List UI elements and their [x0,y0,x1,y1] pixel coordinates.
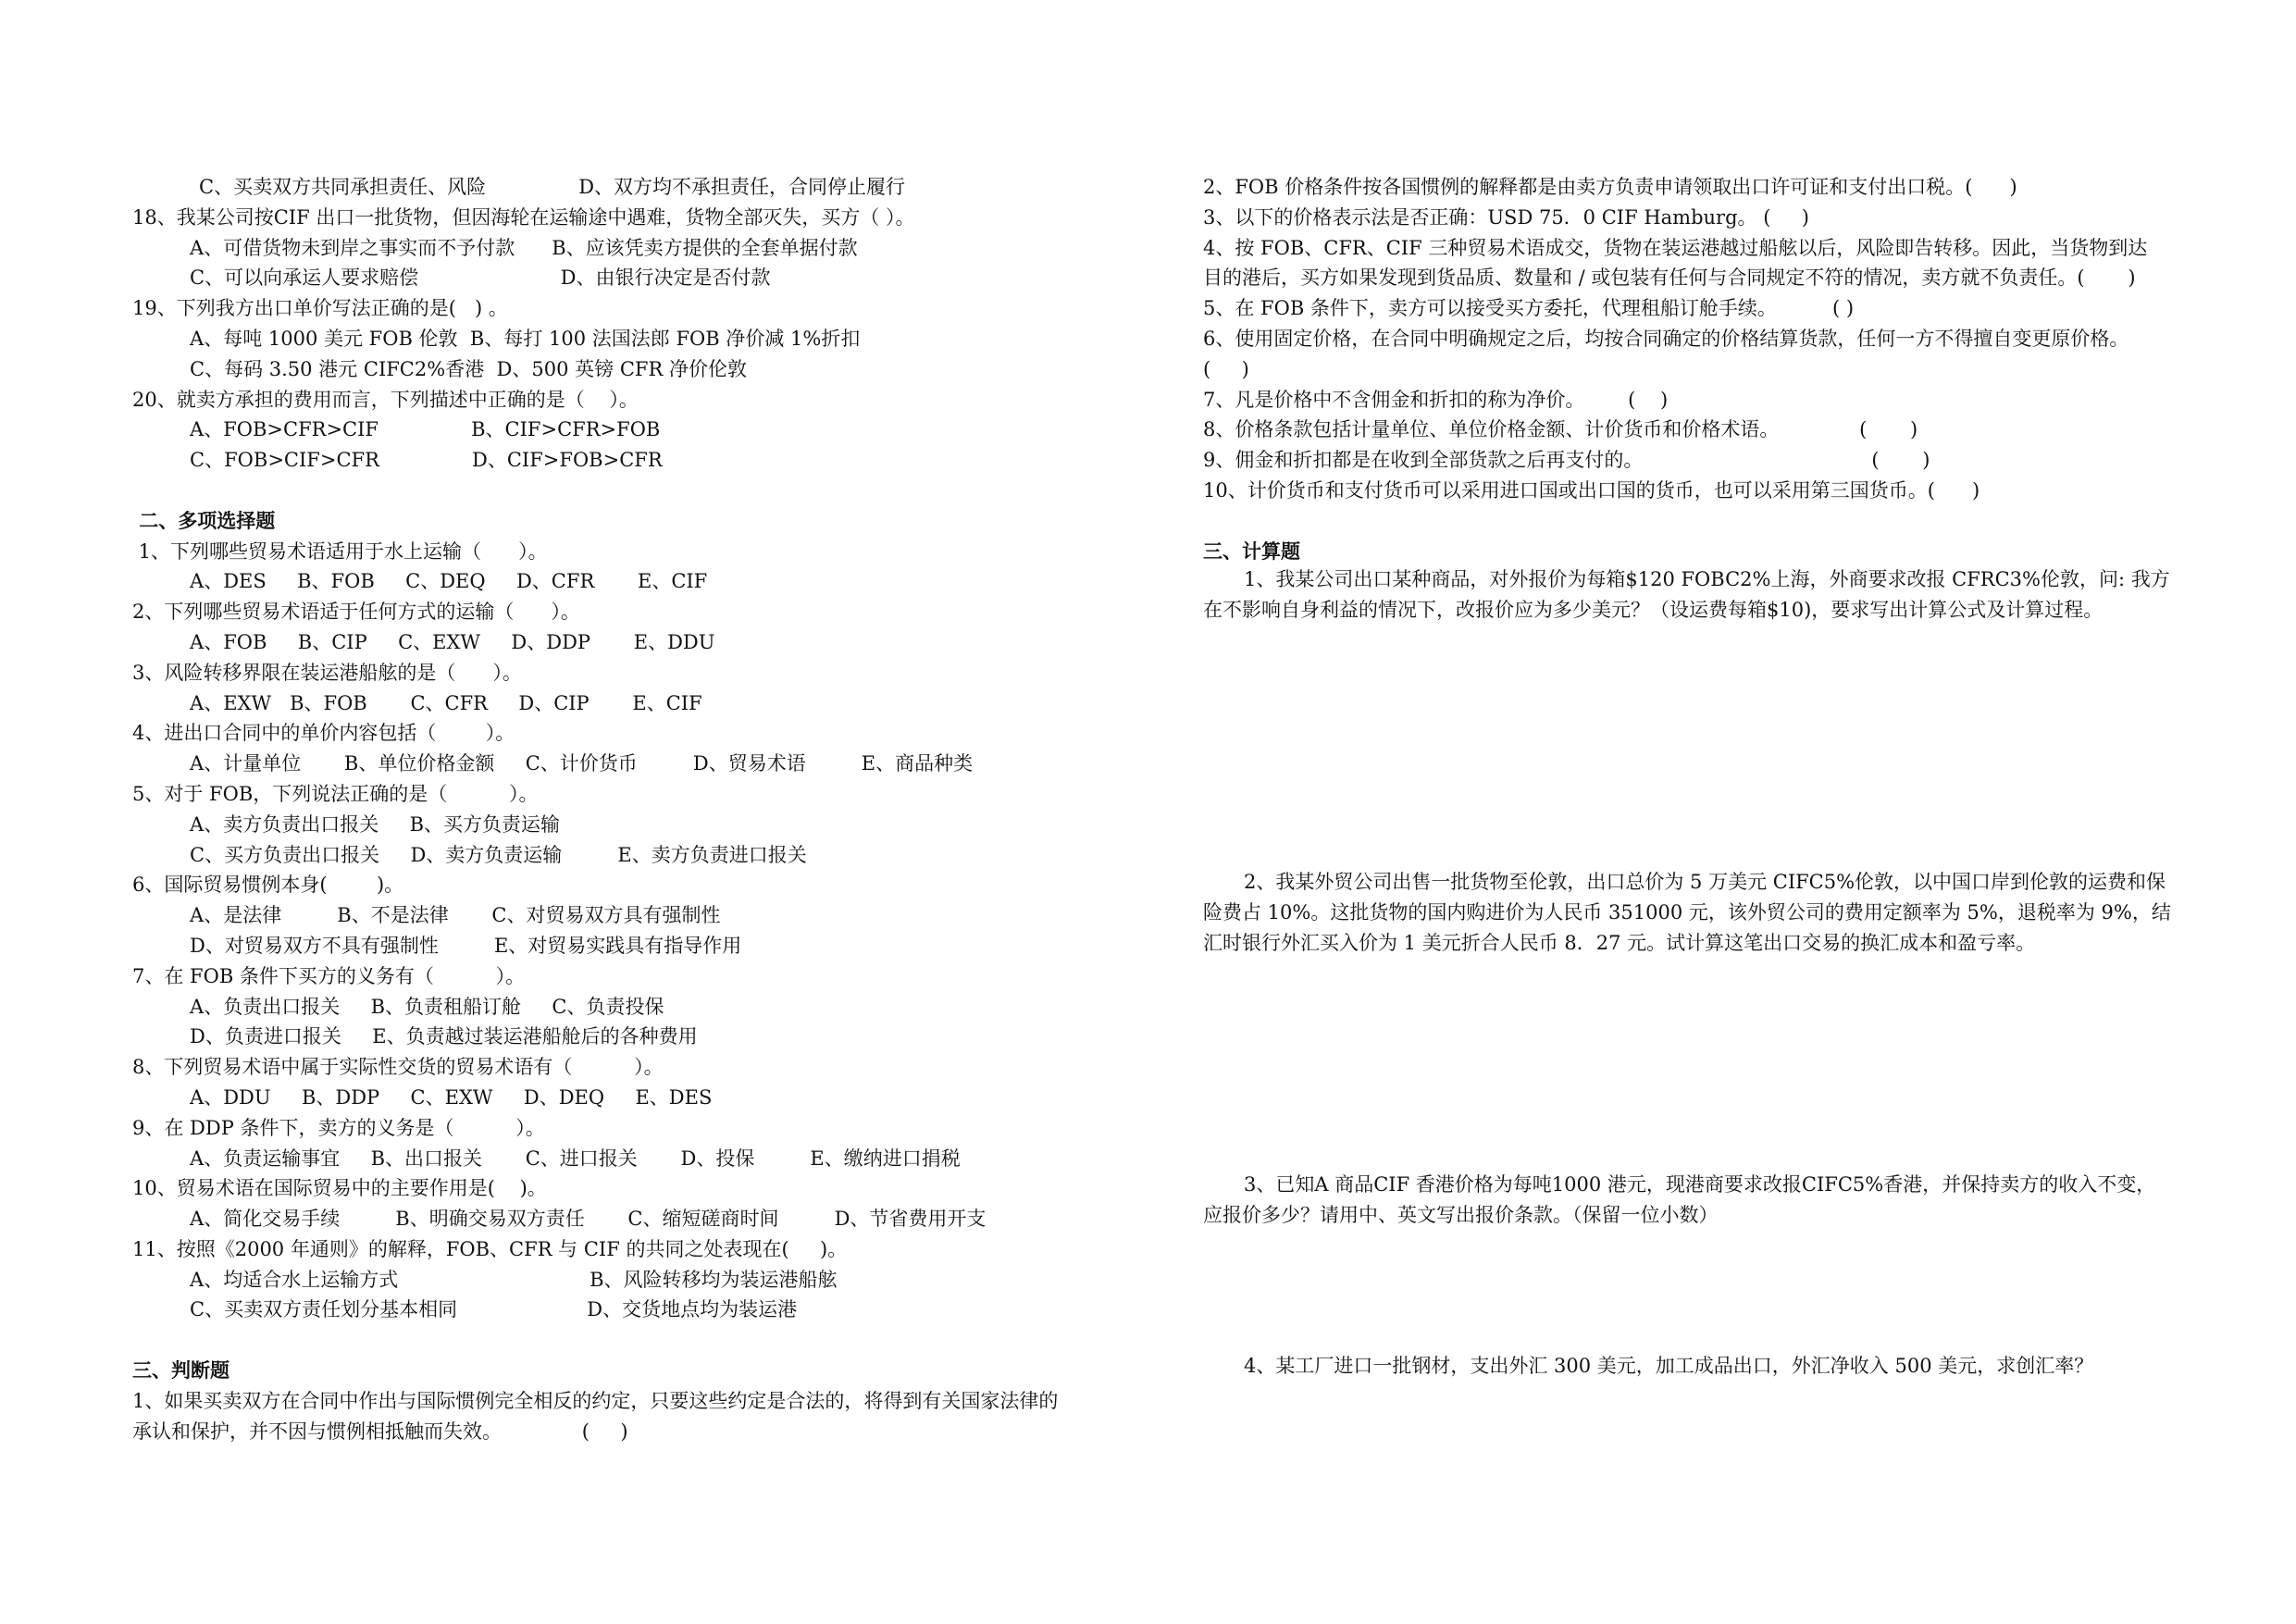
question-line: A、负责出口报关 B、负责租船订舱 C、负责投保 [171,995,664,1018]
calculation-question: 1、我某公司出口某种商品，对外报价为每箱$120 FOBC2%上海，外商要求改报 CFRC3%伦敦，问: 我方在不影响自身利益的情况下，改报价应为多少美元？（设运费每箱$10)，要求写出计算公式及计算过程。 [1203,568,2170,621]
spacer [132,1325,1113,1356]
question-line: 3、以下的价格表示法是否正确：USD 75．0 CIF Hamburg。 ( ) [1203,205,1809,229]
question-line: 5、对于 FOB，下列说法正确的是（ ）。 [132,782,539,805]
question-line: C、买方负责出口报关 D、卖方负责运输 E、卖方负责进口报关 [171,843,807,866]
question-line: A、简化交易手续 B、明确交易双方责任 C、缩短磋商时间 D、节省费用开支 [171,1208,987,1231]
calculation-question: 2、我某外贸公司出售一批货物至伦敦，出口总价为 5 万美元 CIFC5%伦敦，以中国口岸到伦敦的运费和保险费占 10%。这批货物的国内购进价为人民币 351000 元，该外贸公司的费用定额率为 5%，退税率为 9%，结汇时银行外汇买入价为 1 美元折合人民币 8．27 元。试计算这笔出口交易的换汇成本和盈亏率。 [1203,871,2171,954]
question-line: A、DDU B、DDP C、EXW D、DEQ E、DES [171,1085,713,1109]
question-line: 7、在 FOB 条件下买方的义务有（ ）。 [132,964,526,987]
question-line: 9、在 DDP 条件下，卖方的义务是（ ）。 [132,1116,545,1139]
question-line: 9、佣金和折扣都是在收到全部货款之后再支付的。 ( ) [1203,449,1930,472]
question-line: 19、下列我方出口单价写法正确的是( ) 。 [132,297,508,320]
question-line: D、对贸易双方不具有强制性 E、对贸易实践具有指导作用 [171,934,742,957]
question-line: 5、在 FOB 条件下，卖方可以接受买方委托，代理租船订舱手续。 ( ) [1203,297,1855,320]
right-column [1203,172,2184,566]
question-line: 3、风险转移界限在装运港船舷的是（ ）。 [132,661,522,684]
question-line: 10、贸易术语在国际贸易中的主要作用是( )。 [132,1177,547,1200]
question-line: C、每码 3.50 港元 CIFC2%香港 D、500 英镑 CFR 净价伦敦 [171,357,747,380]
question-line: 2、下列哪些贸易术语适于任何方式的运输（ ）。 [132,601,580,624]
question-line: A、FOB>CFR>CIF B、CIF>CFR>FOB [171,418,661,441]
question-line: A、负责运输事宜 B、出口报关 C、进口报关 D、投保 E、缴纳进口捐税 [171,1147,961,1170]
question-line: 6、使用固定价格，在合同中明确规定之后，均按合同确定的价格结算货款，任何一方不得擅自变更原价格。 [1203,327,2129,350]
question-line: ( ) [1203,357,1249,380]
question-line: A、可借货物未到岸之事实而不予付款 B、应该凭卖方提供的全套单据付款 [171,236,858,259]
question-line: 8、下列贸易术语中属于实际性交货的贸易术语有（ ）。 [132,1056,664,1079]
question-line: A、EXW B、FOB C、CFR D、CIP E、CIF [171,691,702,714]
calculation-question: 3、已知A 商品CIF 香港价格为每吨1000 港元，现港商要求改报CIFC5%香港，并保持卖方的收入不变，应报价多少？请用中、英文写出报价条款。（保留一位小数） [1203,1173,2156,1226]
question-line: 10、计价货币和支付货币可以采用进口国或出口国的货币，也可以采用第三国货币。( ) [1203,478,1980,502]
question-line: 18、我某公司按CIF 出口一批货物，但因海轮在运输途中遇难，货物全部灭失，买方（ ）。 [132,205,915,229]
question-line: 7、凡是价格中不含佣金和折扣的称为净价。 ( ) [1203,388,1669,411]
question-line: 4、按 FOB、CFR、CIF 三种贸易术语成交，货物在装运港越过船舷以后，风险即告转移。因此，当货物到达 [1203,236,2148,259]
section-heading: 三、判断题 [132,1358,230,1382]
question-line: A、计量单位 B、单位价格金额 C、计价货币 D、贸易术语 E、商品种类 [171,752,974,775]
question-line: C、买卖双方责任划分基本相同 D、交货地点均为装运港 [171,1298,798,1321]
question-line: A、每吨 1000 美元 FOB 伦敦 B、每打 100 法国法郎 FOB 净价减 1%折扣 [171,327,861,350]
question-line: 20、就卖方承担的费用而言，下列描述中正确的是（ ）。 [132,388,639,411]
question-line: 11、按照《2000 年通则》的解释，FOB、CFR 与 CIF 的共同之处表现在( )。 [132,1237,848,1260]
question-line: A、卖方负责出口报关 B、买方负责运输 [171,812,560,836]
spacer [132,476,1113,506]
question-line: 8、价格条款包括计量单位、单位价格金额、计价货币和价格术语。 ( ) [1203,418,1918,441]
question-line: 4、进出口合同中的单价内容包括（ ）。 [132,722,515,745]
question-line: A、是法律 B、不是法律 C、对贸易双方具有强制性 [171,904,721,927]
question-line: A、DES B、FOB C、DEQ D、CFR E、CIF [171,570,708,593]
question-line: C、FOB>CIF>CFR D、CIF>FOB>CFR [171,449,663,472]
question-line: C、买卖双方共同承担责任、风险 D、双方均不承担责任，合同停止履行 [180,176,906,198]
question-line: A、FOB B、CIP C、EXW D、DDP E、DDU [171,630,715,653]
calculation-question: 4、某工厂进口一批钢材，支出外汇 300 美元，加工成品出口，外汇净收入 500 美元，求创汇率？ [1244,1355,2094,1377]
question-line: 2、FOB 价格条件按各国惯例的解释都是由卖方负责申请领取出口许可证和支付出口税。( ) [1203,176,2017,198]
left-column [132,172,1113,1446]
question-line: C、可以向承运人要求赔偿 D、由银行决定是否付款 [171,267,771,290]
section-heading: 三、计算题 [1203,539,1300,563]
question-line: 1、如果买卖双方在合同中作出与国际惯例完全相反的约定，只要这些约定是合法的，将得到有关国家法律的 [132,1389,1059,1412]
question-line: 6、国际贸易惯例本身( )。 [132,874,404,897]
question-line: A、均适合水上运输方式 B、风险转移均为装运港船舷 [171,1268,838,1291]
spacer [1203,506,2184,537]
question-line: 1、下列哪些贸易术语适用于水上运输（ ）。 [132,539,548,563]
section-heading: 二、多项选择题 [132,508,276,532]
question-line: 目的港后，买方如果发现到货品质、数量和 / 或包装有任何与合同规定不符的情况，卖方就不负责任。( ) [1203,267,2136,290]
question-line: 承认和保护，并不因与惯例相抵触而失效。 ( ) [132,1419,628,1443]
question-line: D、负责进口报关 E、负责越过装运港船舱后的各种费用 [171,1025,698,1048]
